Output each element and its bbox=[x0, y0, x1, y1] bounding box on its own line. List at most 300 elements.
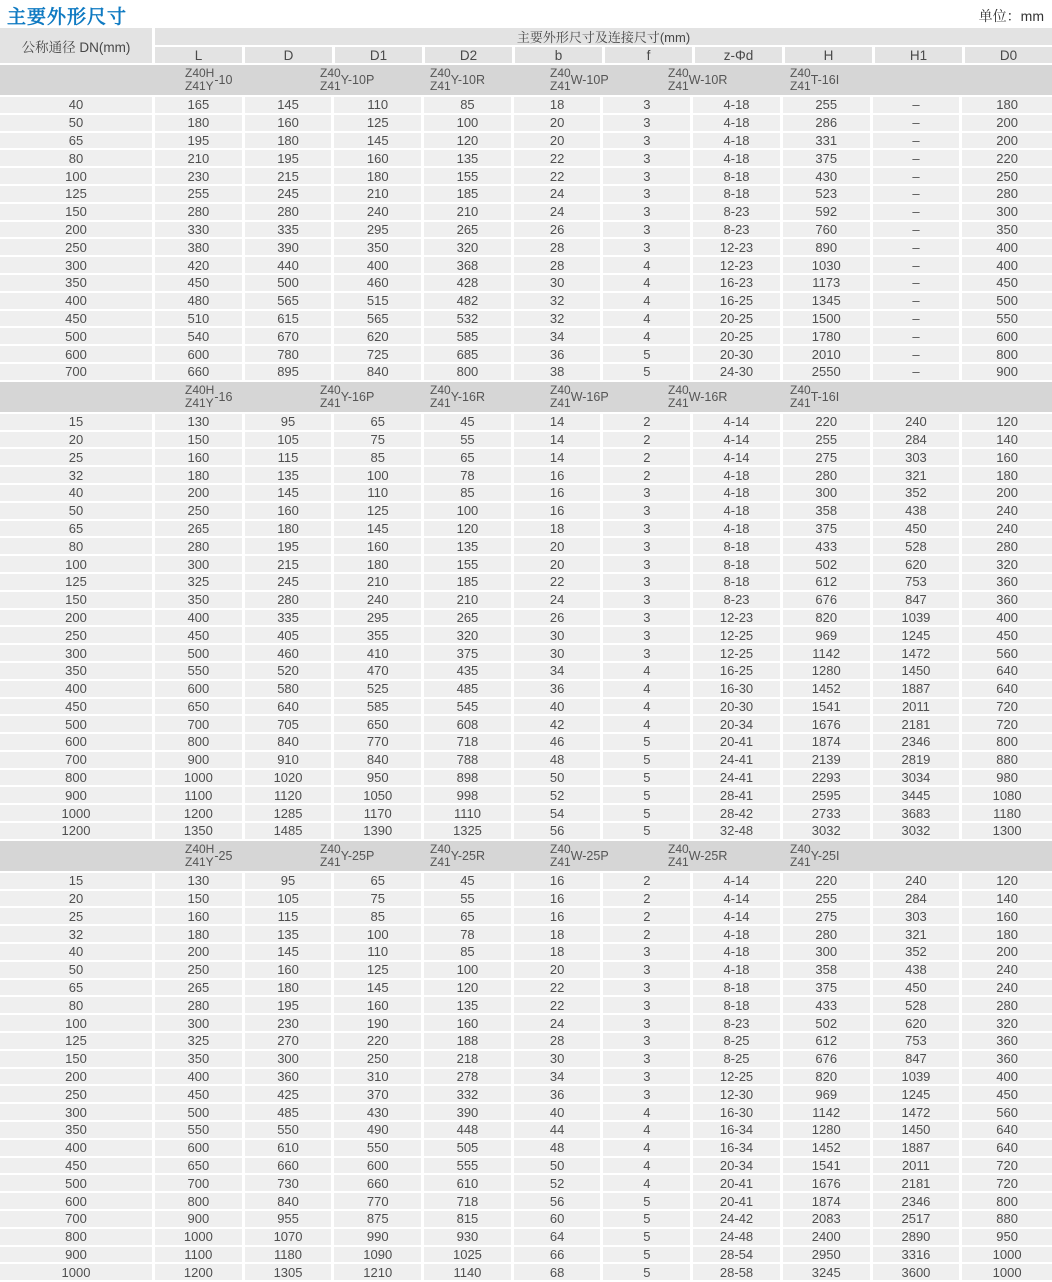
value-cell: 284 bbox=[873, 432, 963, 450]
value-cell: 720 bbox=[962, 1158, 1052, 1176]
value-cell: 24-41 bbox=[693, 770, 783, 788]
value-cell: 38 bbox=[514, 364, 604, 382]
dn-cell: 65 bbox=[0, 980, 155, 998]
value-cell: 895 bbox=[245, 364, 335, 382]
value-cell: 220 bbox=[334, 1033, 424, 1051]
value-cell: 1000 bbox=[155, 770, 245, 788]
value-cell: 612 bbox=[783, 1033, 873, 1051]
section-data-grid-3 bbox=[0, 873, 1052, 1282]
model-code-suffix: -25 bbox=[214, 848, 233, 863]
dn-cell: 125 bbox=[0, 186, 155, 204]
value-cell: 115 bbox=[245, 449, 335, 467]
dn-cell: 125 bbox=[0, 574, 155, 592]
value-cell: 230 bbox=[155, 168, 245, 186]
value-cell: 600 bbox=[962, 328, 1052, 346]
dn-cell: 200 bbox=[0, 610, 155, 628]
value-cell: 48 bbox=[514, 752, 604, 770]
value-cell: 105 bbox=[245, 432, 335, 450]
value-cell: 16-25 bbox=[693, 663, 783, 681]
value-cell: 676 bbox=[783, 592, 873, 610]
value-cell: 610 bbox=[424, 1175, 514, 1193]
value-cell: 1350 bbox=[155, 823, 245, 841]
dn-cell: 900 bbox=[0, 1247, 155, 1265]
value-cell: 1110 bbox=[424, 805, 514, 823]
value-cell: 48 bbox=[514, 1140, 604, 1158]
value-cell: 3 bbox=[603, 150, 693, 168]
model-code-suffix: T-16I bbox=[810, 389, 840, 404]
value-cell: 2083 bbox=[783, 1211, 873, 1229]
value-cell: 20-25 bbox=[693, 328, 783, 346]
value-cell: 26 bbox=[514, 610, 604, 628]
dn-cell: 250 bbox=[0, 1086, 155, 1104]
dn-cell: 125 bbox=[0, 1033, 155, 1051]
value-cell: 20-25 bbox=[693, 311, 783, 329]
value-cell: 770 bbox=[334, 1193, 424, 1211]
value-cell: 36 bbox=[514, 1086, 604, 1104]
dn-cell: 15 bbox=[0, 873, 155, 891]
model-code-suffix: Y-10P bbox=[340, 73, 375, 87]
value-cell: 450 bbox=[962, 627, 1052, 645]
dn-cell: 150 bbox=[0, 1051, 155, 1069]
value-cell: 36 bbox=[514, 681, 604, 699]
value-cell: 275 bbox=[783, 449, 873, 467]
value-cell: 135 bbox=[245, 467, 335, 485]
value-cell: 540 bbox=[155, 328, 245, 346]
value-cell: 1080 bbox=[962, 787, 1052, 805]
dn-cell: 65 bbox=[0, 133, 155, 151]
dn-cell: 400 bbox=[0, 681, 155, 699]
value-cell: 321 bbox=[873, 467, 963, 485]
value-cell: 955 bbox=[245, 1211, 335, 1229]
value-cell: 28-58 bbox=[693, 1264, 783, 1282]
model-code-stack bbox=[790, 384, 811, 410]
value-cell: 1140 bbox=[424, 1264, 514, 1282]
value-cell: 280 bbox=[245, 592, 335, 610]
value-cell: 610 bbox=[245, 1140, 335, 1158]
dn-cell: 150 bbox=[0, 592, 155, 610]
value-cell: 240 bbox=[962, 980, 1052, 998]
value-cell: 4 bbox=[603, 1158, 693, 1176]
value-cell: 180 bbox=[245, 133, 335, 151]
value-cell: 1452 bbox=[783, 1140, 873, 1158]
value-cell: 450 bbox=[873, 521, 963, 539]
value-cell: 550 bbox=[962, 311, 1052, 329]
value-cell: 470 bbox=[334, 663, 424, 681]
dn-cell: 100 bbox=[0, 1015, 155, 1033]
value-cell: – bbox=[873, 364, 963, 382]
value-cell: 3 bbox=[603, 204, 693, 222]
value-cell: – bbox=[873, 204, 963, 222]
value-cell: 565 bbox=[245, 293, 335, 311]
value-cell: – bbox=[873, 222, 963, 240]
value-cell: – bbox=[873, 239, 963, 257]
value-cell: 5 bbox=[603, 823, 693, 841]
value-cell: 8-18 bbox=[693, 538, 783, 556]
model-code-top: Z40 bbox=[790, 841, 811, 856]
value-cell: 1180 bbox=[245, 1247, 335, 1265]
value-cell: 24 bbox=[514, 1015, 604, 1033]
value-cell: 325 bbox=[155, 574, 245, 592]
value-cell: 34 bbox=[514, 1069, 604, 1087]
value-cell: 969 bbox=[783, 1086, 873, 1104]
value-cell: 1050 bbox=[334, 787, 424, 805]
model-code-stack bbox=[430, 67, 451, 93]
value-cell: 4-18 bbox=[693, 944, 783, 962]
value-cell: 520 bbox=[245, 663, 335, 681]
value-cell: 1472 bbox=[873, 1104, 963, 1122]
value-cell: 188 bbox=[424, 1033, 514, 1051]
value-cell: 22 bbox=[514, 574, 604, 592]
dn-cell: 350 bbox=[0, 1122, 155, 1140]
model-label bbox=[320, 65, 374, 95]
value-cell: 8-18 bbox=[693, 168, 783, 186]
value-cell: 720 bbox=[962, 699, 1052, 717]
value-cell: 65 bbox=[424, 449, 514, 467]
value-cell: 5 bbox=[603, 770, 693, 788]
value-cell: 125 bbox=[334, 962, 424, 980]
value-cell: 12-23 bbox=[693, 610, 783, 628]
model-label bbox=[550, 65, 609, 95]
dn-cell: 50 bbox=[0, 503, 155, 521]
value-cell: 380 bbox=[155, 239, 245, 257]
model-code-top: Z40 bbox=[668, 382, 689, 397]
value-cell: 40 bbox=[514, 699, 604, 717]
value-cell: 1305 bbox=[245, 1264, 335, 1282]
model-code-top: Z40H bbox=[185, 841, 215, 856]
value-cell: 550 bbox=[245, 1122, 335, 1140]
value-cell: 3 bbox=[603, 168, 693, 186]
value-cell: 1676 bbox=[783, 716, 873, 734]
model-label bbox=[430, 65, 485, 95]
value-cell: 3 bbox=[603, 997, 693, 1015]
dn-cell: 40 bbox=[0, 485, 155, 503]
value-cell: 4 bbox=[603, 1104, 693, 1122]
value-cell: 30 bbox=[514, 645, 604, 663]
value-cell: 1874 bbox=[783, 734, 873, 752]
value-cell: 8-23 bbox=[693, 222, 783, 240]
model-code-stack bbox=[668, 384, 689, 410]
value-cell: 847 bbox=[873, 1051, 963, 1069]
model-code-bottom: Z41 bbox=[668, 395, 689, 410]
value-cell: 331 bbox=[783, 133, 873, 151]
value-cell: 1000 bbox=[962, 1247, 1052, 1265]
model-code-bottom: Z41 bbox=[668, 79, 689, 93]
value-cell: 125 bbox=[334, 503, 424, 521]
value-cell: 40 bbox=[514, 1104, 604, 1122]
model-code-stack bbox=[550, 384, 571, 410]
value-cell: 130 bbox=[155, 414, 245, 432]
value-cell: 325 bbox=[155, 1033, 245, 1051]
value-cell: 969 bbox=[783, 627, 873, 645]
value-cell: 50 bbox=[514, 770, 604, 788]
dn-cell: 40 bbox=[0, 944, 155, 962]
value-cell: 1676 bbox=[783, 1175, 873, 1193]
value-cell: 847 bbox=[873, 592, 963, 610]
value-cell: 160 bbox=[962, 908, 1052, 926]
model-code-bottom: Z41 bbox=[550, 79, 571, 93]
model-code-suffix: T-16I bbox=[810, 73, 840, 87]
value-cell: 24 bbox=[514, 204, 604, 222]
value-cell: 1100 bbox=[155, 1247, 245, 1265]
value-cell: 2 bbox=[603, 926, 693, 944]
value-cell: 3 bbox=[603, 239, 693, 257]
model-code-bottom: Z41Y bbox=[185, 79, 214, 93]
value-cell: 930 bbox=[424, 1229, 514, 1247]
value-cell: 1173 bbox=[783, 275, 873, 293]
value-cell: 448 bbox=[424, 1122, 514, 1140]
value-cell: 125 bbox=[334, 115, 424, 133]
value-cell: 5 bbox=[603, 787, 693, 805]
value-cell: 310 bbox=[334, 1069, 424, 1087]
value-cell: – bbox=[873, 328, 963, 346]
dn-cell: 150 bbox=[0, 204, 155, 222]
model-code-top: Z40 bbox=[320, 382, 341, 397]
value-cell: 220 bbox=[783, 873, 873, 891]
model-code-stack bbox=[185, 843, 214, 869]
model-code-suffix: -16 bbox=[214, 389, 233, 404]
value-cell: 4-18 bbox=[693, 133, 783, 151]
value-cell: 20-34 bbox=[693, 1158, 783, 1176]
value-cell: 4-14 bbox=[693, 891, 783, 909]
dn-cell: 1000 bbox=[0, 805, 155, 823]
value-cell: 55 bbox=[424, 891, 514, 909]
value-cell: 1200 bbox=[155, 805, 245, 823]
value-cell: 45 bbox=[424, 873, 514, 891]
value-cell: 2011 bbox=[873, 1158, 963, 1176]
value-cell: 1472 bbox=[873, 645, 963, 663]
model-code-stack bbox=[320, 843, 341, 869]
value-cell: 760 bbox=[783, 222, 873, 240]
value-cell: 5 bbox=[603, 346, 693, 364]
model-label bbox=[185, 382, 232, 412]
value-cell: 545 bbox=[424, 699, 514, 717]
value-cell: 46 bbox=[514, 734, 604, 752]
value-cell: 670 bbox=[245, 328, 335, 346]
value-cell: 3 bbox=[603, 592, 693, 610]
table-header-right bbox=[155, 28, 1052, 65]
value-cell: 140 bbox=[962, 432, 1052, 450]
value-cell: 160 bbox=[155, 908, 245, 926]
model-code-stack bbox=[550, 843, 571, 869]
value-cell: 1025 bbox=[424, 1247, 514, 1265]
value-cell: 375 bbox=[783, 980, 873, 998]
value-cell: 120 bbox=[962, 873, 1052, 891]
value-cell: 1245 bbox=[873, 1086, 963, 1104]
value-cell: 110 bbox=[334, 97, 424, 115]
value-cell: 210 bbox=[334, 186, 424, 204]
value-cell: 2010 bbox=[783, 346, 873, 364]
dn-cell: 100 bbox=[0, 556, 155, 574]
model-code-bottom: Z41 bbox=[550, 854, 571, 869]
value-cell: 20-41 bbox=[693, 1175, 783, 1193]
dn-cell: 400 bbox=[0, 1140, 155, 1158]
value-cell: 135 bbox=[424, 150, 514, 168]
value-cell: 30 bbox=[514, 1051, 604, 1069]
value-cell: 2819 bbox=[873, 752, 963, 770]
model-code-suffix: Y-25P bbox=[340, 848, 375, 863]
model-label bbox=[668, 65, 727, 95]
model-label bbox=[550, 382, 609, 412]
value-cell: 4-18 bbox=[693, 962, 783, 980]
value-cell: 840 bbox=[334, 364, 424, 382]
value-cell: 100 bbox=[424, 115, 514, 133]
value-cell: 3 bbox=[603, 627, 693, 645]
value-cell: 85 bbox=[424, 485, 514, 503]
value-cell: 16-25 bbox=[693, 293, 783, 311]
dn-cell: 500 bbox=[0, 1175, 155, 1193]
value-cell: 1100 bbox=[155, 787, 245, 805]
value-cell: 4-14 bbox=[693, 414, 783, 432]
value-cell: 2181 bbox=[873, 716, 963, 734]
value-cell: 16-34 bbox=[693, 1140, 783, 1158]
value-cell: 265 bbox=[155, 980, 245, 998]
value-cell: 220 bbox=[783, 414, 873, 432]
value-cell: 482 bbox=[424, 293, 514, 311]
value-cell: 875 bbox=[334, 1211, 424, 1229]
value-cell: 1325 bbox=[424, 823, 514, 841]
value-cell: 280 bbox=[245, 204, 335, 222]
value-cell: 300 bbox=[245, 1051, 335, 1069]
value-cell: 3 bbox=[603, 610, 693, 628]
value-cell: 30 bbox=[514, 275, 604, 293]
value-cell: 110 bbox=[334, 944, 424, 962]
value-cell: 528 bbox=[873, 997, 963, 1015]
value-cell: 240 bbox=[962, 503, 1052, 521]
model-code-suffix: W-10P bbox=[570, 73, 609, 87]
value-cell: 300 bbox=[962, 204, 1052, 222]
dn-cell: 250 bbox=[0, 239, 155, 257]
value-cell: 55 bbox=[424, 432, 514, 450]
value-cell: 100 bbox=[334, 926, 424, 944]
value-cell: 1452 bbox=[783, 681, 873, 699]
model-label bbox=[790, 382, 839, 412]
model-code-stack bbox=[185, 67, 214, 93]
model-label bbox=[185, 841, 232, 871]
column-header-4: b bbox=[515, 47, 605, 65]
value-cell: 3 bbox=[603, 222, 693, 240]
model-code-top: Z40 bbox=[550, 382, 571, 397]
value-cell: 620 bbox=[334, 328, 424, 346]
value-cell: 2293 bbox=[783, 770, 873, 788]
value-cell: 135 bbox=[424, 997, 514, 1015]
value-cell: 320 bbox=[962, 556, 1052, 574]
dn-cell: 50 bbox=[0, 962, 155, 980]
value-cell: 788 bbox=[424, 752, 514, 770]
value-cell: 3 bbox=[603, 1033, 693, 1051]
value-cell: 56 bbox=[514, 1193, 604, 1211]
value-cell: 460 bbox=[245, 645, 335, 663]
value-cell: 270 bbox=[245, 1033, 335, 1051]
value-cell: 60 bbox=[514, 1211, 604, 1229]
value-cell: 1039 bbox=[873, 1069, 963, 1087]
value-cell: 950 bbox=[334, 770, 424, 788]
value-cell: 2181 bbox=[873, 1175, 963, 1193]
value-cell: 4 bbox=[603, 275, 693, 293]
value-cell: 510 bbox=[155, 311, 245, 329]
model-label bbox=[790, 841, 839, 871]
value-cell: 22 bbox=[514, 150, 604, 168]
value-cell: 5 bbox=[603, 364, 693, 382]
value-cell: 245 bbox=[245, 186, 335, 204]
dn-cell: 50 bbox=[0, 115, 155, 133]
value-cell: 180 bbox=[245, 980, 335, 998]
value-cell: 52 bbox=[514, 787, 604, 805]
value-cell: 20-34 bbox=[693, 716, 783, 734]
value-cell: 450 bbox=[962, 275, 1052, 293]
value-cell: 502 bbox=[783, 556, 873, 574]
dn-cell: 250 bbox=[0, 627, 155, 645]
value-cell: 2550 bbox=[783, 364, 873, 382]
value-cell: 660 bbox=[334, 1175, 424, 1193]
value-cell: 685 bbox=[424, 346, 514, 364]
value-cell: 100 bbox=[334, 467, 424, 485]
value-cell: 130 bbox=[155, 873, 245, 891]
value-cell: 85 bbox=[334, 449, 424, 467]
value-cell: 20 bbox=[514, 962, 604, 980]
value-cell: 718 bbox=[424, 1193, 514, 1211]
value-cell: 890 bbox=[783, 239, 873, 257]
value-cell: 428 bbox=[424, 275, 514, 293]
value-cell: 2 bbox=[603, 873, 693, 891]
value-cell: 255 bbox=[783, 97, 873, 115]
model-code-bottom: Z41 bbox=[430, 854, 451, 869]
model-code-stack bbox=[185, 384, 214, 410]
value-cell: 1210 bbox=[334, 1264, 424, 1282]
value-cell: 95 bbox=[245, 414, 335, 432]
value-cell: 770 bbox=[334, 734, 424, 752]
value-cell: 3034 bbox=[873, 770, 963, 788]
value-cell: 800 bbox=[155, 734, 245, 752]
value-cell: 75 bbox=[334, 432, 424, 450]
value-cell: 215 bbox=[245, 168, 335, 186]
value-cell: 180 bbox=[245, 521, 335, 539]
value-cell: 280 bbox=[962, 186, 1052, 204]
dn-cell: 450 bbox=[0, 699, 155, 717]
value-cell: 210 bbox=[334, 574, 424, 592]
model-code-suffix: Y-10R bbox=[450, 73, 485, 87]
table-body bbox=[0, 65, 1052, 1282]
value-cell: 85 bbox=[424, 97, 514, 115]
model-code-bottom: Z41 bbox=[790, 395, 811, 410]
value-cell: 450 bbox=[155, 627, 245, 645]
value-cell: 560 bbox=[962, 645, 1052, 663]
value-cell: 410 bbox=[334, 645, 424, 663]
value-cell: 2890 bbox=[873, 1229, 963, 1247]
value-cell: 150 bbox=[155, 432, 245, 450]
value-cell: 375 bbox=[783, 150, 873, 168]
model-label bbox=[550, 841, 609, 871]
value-cell: 155 bbox=[424, 556, 514, 574]
dn-cell: 80 bbox=[0, 997, 155, 1015]
value-cell: 430 bbox=[334, 1104, 424, 1122]
value-cell: 502 bbox=[783, 1015, 873, 1033]
model-code-suffix: Y-16R bbox=[450, 389, 485, 404]
value-cell: 900 bbox=[155, 1211, 245, 1229]
dn-cell: 500 bbox=[0, 716, 155, 734]
value-cell: 620 bbox=[873, 556, 963, 574]
group-header: 主要外形尺寸及连接尺寸(mm) bbox=[155, 28, 1052, 47]
value-cell: 500 bbox=[245, 275, 335, 293]
model-code-top: Z40 bbox=[550, 66, 571, 80]
value-cell: 3 bbox=[603, 1015, 693, 1033]
model-code-suffix: W-25P bbox=[570, 848, 609, 863]
value-cell: 4 bbox=[603, 681, 693, 699]
value-cell: 330 bbox=[155, 222, 245, 240]
dn-cell: 450 bbox=[0, 1158, 155, 1176]
value-cell: 505 bbox=[424, 1140, 514, 1158]
value-cell: 840 bbox=[245, 734, 335, 752]
value-cell: 16 bbox=[514, 908, 604, 926]
